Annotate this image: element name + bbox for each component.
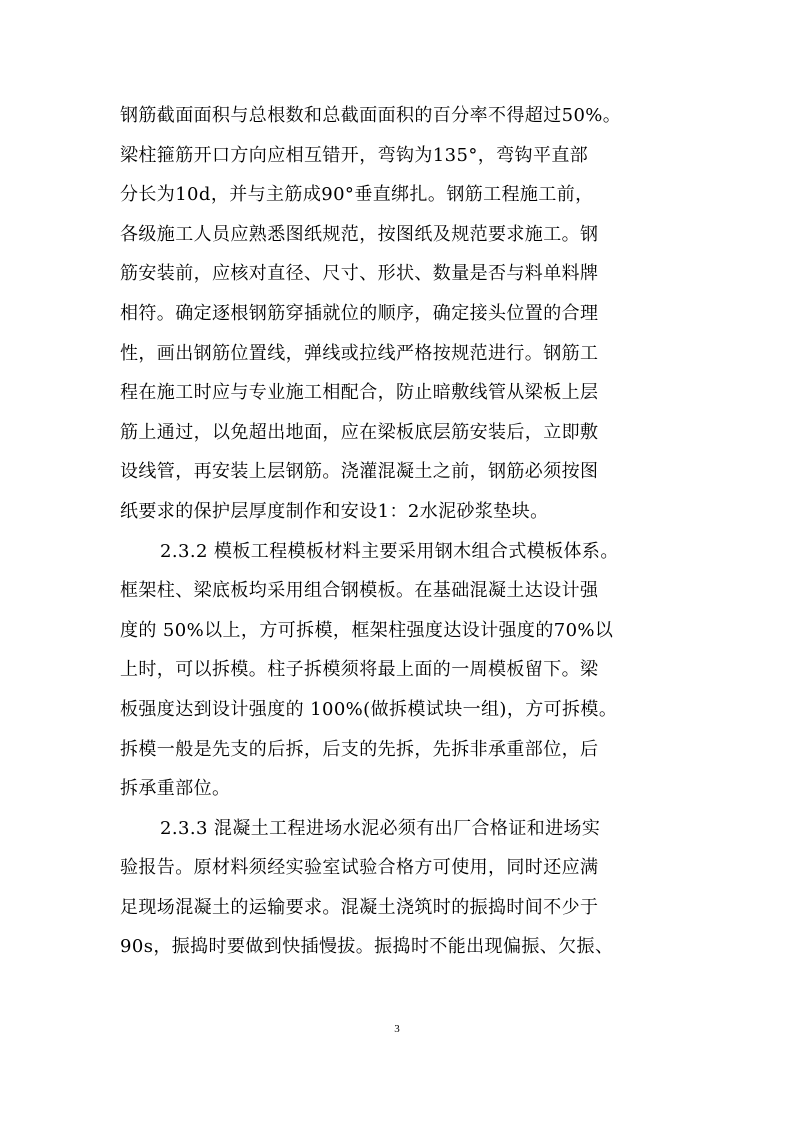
text-line: 框架柱、梁底板均采用组合钢模板。在基础混凝土达设计强 bbox=[120, 580, 599, 602]
text-line: 度的 50%以上，方可拆模，框架柱强度达设计强度的70%以 bbox=[120, 619, 614, 641]
section-heading-line: 2.3.3 混凝土工程进场水泥必须有出厂合格证和进场实 bbox=[160, 817, 601, 839]
text-line: 上时，可以拆模。柱子拆模须将最上面的一周模板留下。梁 bbox=[120, 659, 599, 681]
body-text bbox=[120, 96, 690, 967]
text-line: 性，画出钢筋位置线，弹线或拉线严格按规范进行。钢筋工 bbox=[120, 342, 599, 364]
text-line: 钢筋截面面积与总根数和总截面面积的百分率不得超过50%。 bbox=[120, 105, 622, 126]
text-line: 验报告。原材料须经实验室试验合格方可使用，同时还应满 bbox=[120, 857, 599, 879]
text-line: 纸要求的保护层厚度制作和安设1：2水泥砂浆垫块。 bbox=[120, 500, 549, 522]
text-line: 板强度达到设计强度的 100%(做拆模试块一组)，方可拆模。 bbox=[120, 698, 618, 720]
text-line: 相符。确定逐根钢筋穿插就位的顺序，确定接头位置的合理 bbox=[120, 302, 599, 324]
text-line: 90s，振捣时要做到快插慢拔。振捣时不能出现偏振、欠振、 bbox=[120, 936, 614, 958]
text-line: 设线管，再安装上层钢筋。浇灌混凝土之前，钢筋必须按图 bbox=[120, 461, 599, 483]
page-number: 3 bbox=[394, 1023, 400, 1035]
text-line: 筋安装前，应核对直径、尺寸、形状、数量是否与料单料牌 bbox=[120, 263, 599, 285]
text-line: 各级施工人员应熟悉图纸规范，按图纸及规范要求施工。钢 bbox=[120, 223, 599, 245]
text-line: 梁柱箍筋开口方向应相互错开，弯钩为135°，弯钩平直部 bbox=[120, 144, 589, 166]
section-heading-line: 2.3.2 模板工程模板材料主要采用钢木组合式模板体系。 bbox=[160, 540, 619, 562]
text-line: 程在施工时应与专业施工相配合，防止暗敷线管从梁板上层 bbox=[120, 382, 599, 404]
text-line: 足现场混凝土的运输要求。混凝土浇筑时的振捣时间不少于 bbox=[120, 896, 599, 918]
text-line: 分长为10d，并与主筋成90°垂直绑扎。钢筋工程施工前， bbox=[120, 184, 594, 206]
text-line: 筋上通过，以免超出地面，应在梁板底层筋安装后，立即敷 bbox=[120, 421, 599, 443]
text-line: 拆模一般是先支的后拆，后支的先拆，先拆非承重部位，后 bbox=[120, 738, 599, 760]
text-line: 拆承重部位。 bbox=[120, 778, 231, 800]
